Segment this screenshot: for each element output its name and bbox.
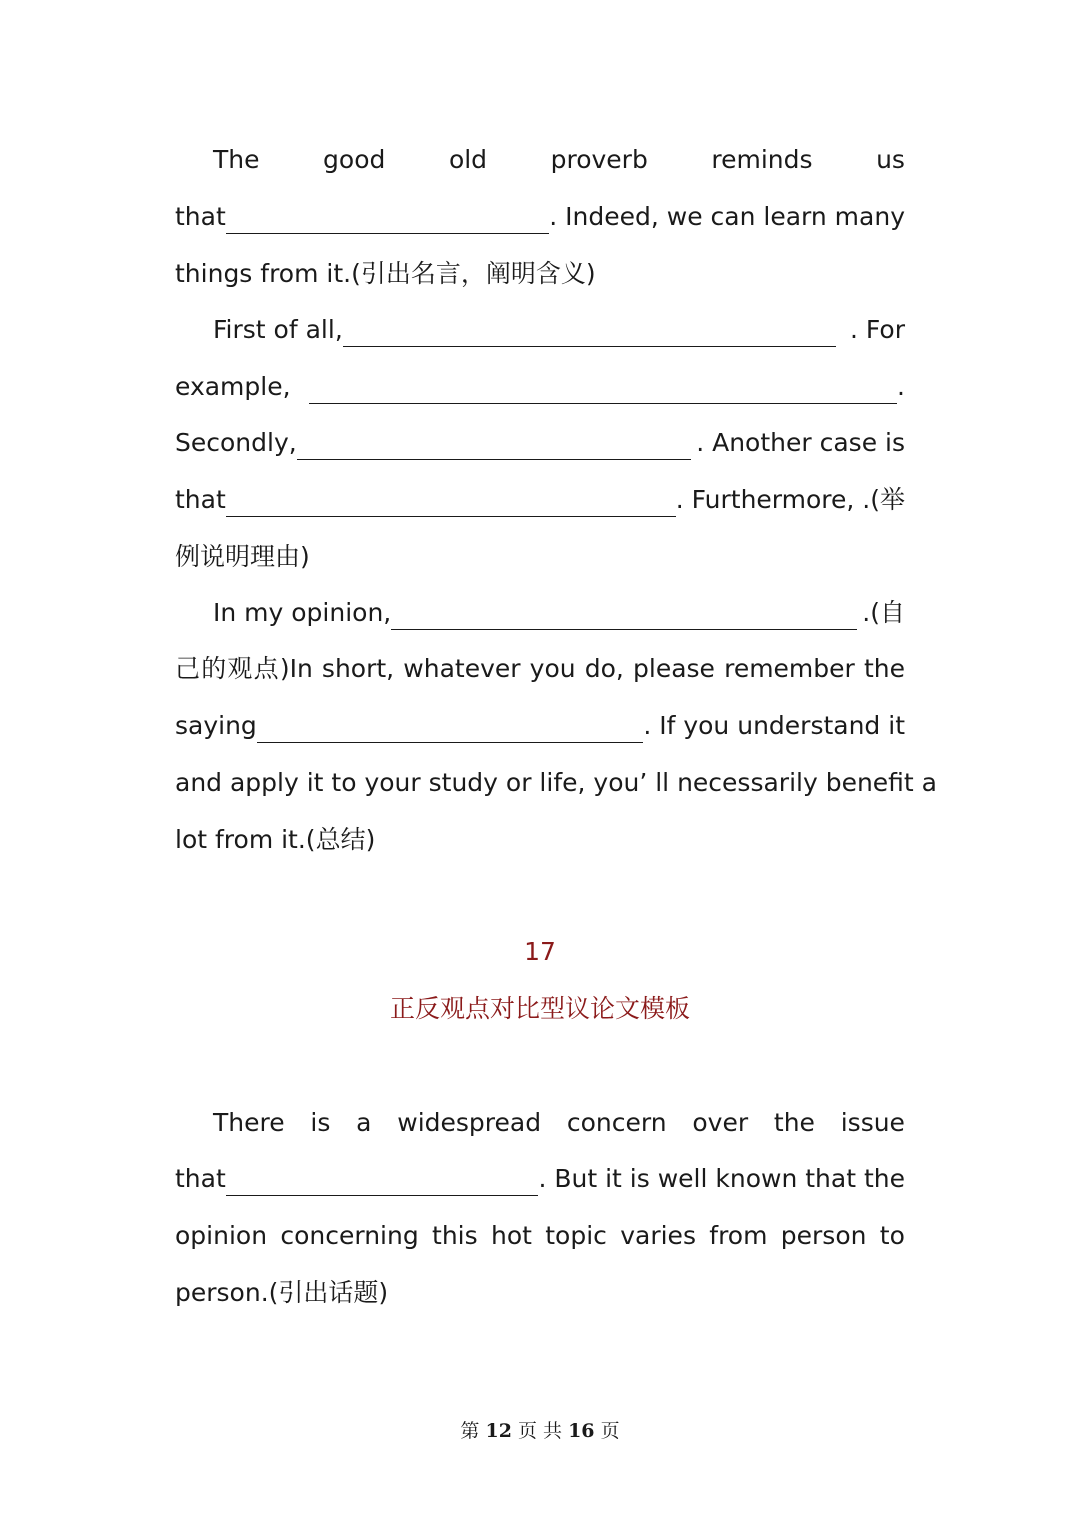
word: There <box>213 1108 285 1137</box>
word: the <box>773 1108 815 1137</box>
fill-blank <box>297 433 691 460</box>
word: reminds <box>711 145 813 174</box>
word: concern <box>566 1108 667 1137</box>
section-title: 正反观点对比型议论文模板 <box>389 994 690 1023</box>
word: over <box>692 1108 749 1137</box>
text: . Indeed, we can learn many <box>549 202 905 231</box>
word: topic <box>545 1221 607 1250</box>
word: to <box>879 1221 905 1250</box>
s2-line-2 <box>175 1162 905 1196</box>
word: concerning <box>280 1221 419 1250</box>
text: . For <box>850 315 905 344</box>
s2-line-1 <box>213 1106 905 1140</box>
text: First of all, <box>213 315 343 344</box>
text: saying <box>175 711 257 740</box>
s1-line-12: and apply it to your study or life, you’ ll necessarily benefit a <box>175 768 937 797</box>
text: Secondly, <box>175 428 297 457</box>
fill-blank <box>391 603 857 630</box>
s1-line-2 <box>175 200 905 234</box>
s1-line-5 <box>175 370 905 404</box>
text: that <box>175 485 226 514</box>
word: a <box>356 1108 372 1137</box>
text: that <box>175 1164 226 1193</box>
text: In my opinion, <box>213 598 392 627</box>
word: varies <box>620 1221 696 1250</box>
word: us <box>876 145 905 174</box>
s1-line-10: 己的观点)In short, whatever you do, please remember the <box>175 654 905 683</box>
text: . <box>897 372 905 401</box>
s1-line-1 <box>213 143 905 177</box>
footer-suffix: 页 <box>600 1420 620 1442</box>
word: from <box>709 1221 768 1250</box>
text: that <box>175 202 226 231</box>
fill-blank <box>343 320 836 347</box>
word: hot <box>490 1221 532 1250</box>
fill-blank <box>257 716 644 743</box>
s1-line-7 <box>175 483 905 517</box>
word: old <box>448 145 488 174</box>
s2-line-4: person.(引出话题) <box>175 1278 389 1307</box>
text: . But it is well known that the <box>538 1164 905 1193</box>
fill-blank <box>226 207 549 234</box>
word: person <box>780 1221 867 1250</box>
s2-line-3 <box>175 1219 905 1253</box>
text: .(自 <box>862 598 905 627</box>
s1-line-11 <box>175 709 905 743</box>
footer-middle: 页 共 <box>517 1420 563 1442</box>
text: . Furthermore, .(举 <box>675 485 905 514</box>
footer-prefix: 第 <box>460 1420 480 1442</box>
word: opinion <box>175 1221 268 1250</box>
s1-line-8: 例说明理由) <box>175 542 310 571</box>
word: issue <box>840 1108 905 1137</box>
word: good <box>323 145 386 174</box>
s1-line-3: things from it.(引出名言，阐明含义) <box>175 259 596 288</box>
word: widespread <box>397 1108 542 1137</box>
word: proverb <box>550 145 648 174</box>
current-page: 12 <box>485 1420 512 1442</box>
s1-line-4 <box>213 313 905 347</box>
word: is <box>310 1108 331 1137</box>
s1-line-9 <box>213 596 905 630</box>
fill-blank <box>226 490 676 517</box>
text: example, <box>175 372 291 401</box>
word: this <box>432 1221 478 1250</box>
s1-line-13: lot from it.(总结) <box>175 825 376 854</box>
total-pages: 16 <box>568 1420 595 1442</box>
s1-line-6 <box>175 426 905 460</box>
page-footer <box>0 1416 1080 1443</box>
word: The <box>213 145 260 174</box>
fill-blank <box>226 1169 539 1196</box>
text: . Another case is <box>696 428 905 457</box>
fill-blank <box>309 377 897 404</box>
section-number: 17 <box>524 937 556 966</box>
text: . If you understand it <box>643 711 905 740</box>
